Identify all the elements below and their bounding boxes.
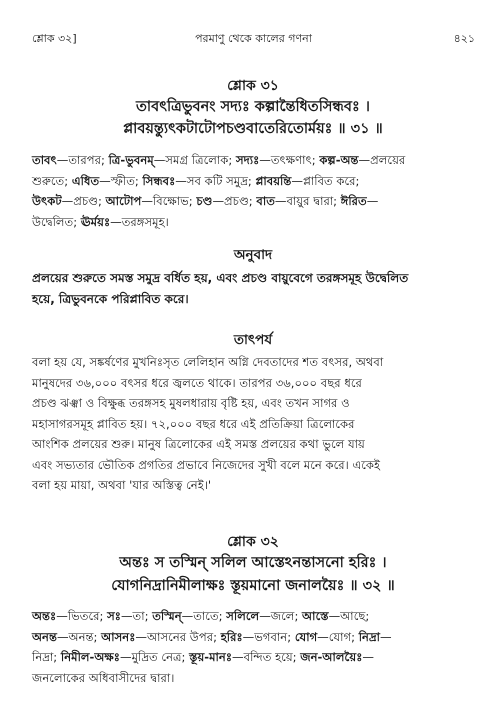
sanskrit-word: সদ্যঃ: [235, 153, 260, 167]
word-meaning: —বন্দিত হয়ে;: [232, 650, 301, 664]
synonyms-line: [32, 191, 474, 212]
running-header: [32, 30, 475, 46]
word-meaning: জনলোকের অধিবাসীদের দ্বারা।: [32, 670, 175, 685]
verse-31-purport: [32, 352, 474, 496]
purport-line: এবং সভ্যতার ভৌতিক প্রগতির প্রভাবে নিজেদের সুখী বলে মনে করে। একেই: [32, 457, 381, 472]
word-meaning: —তারপর;: [56, 153, 109, 167]
sanskrit-word: তাবৎ: [32, 153, 57, 167]
verse-32-label: শ্লোক ৩২: [227, 534, 279, 550]
sanskrit-word: সলিলে: [226, 609, 260, 623]
word-meaning: —মুদ্রিত নেত্র;: [119, 650, 190, 664]
word-meaning: —তরঙ্গসমূহ।: [110, 214, 169, 229]
word-meaning: —তাতে;: [181, 609, 227, 623]
sanskrit-word: নিমীল-অক্ষঃ: [60, 650, 120, 664]
sanskrit-word: অনন্ত: [32, 629, 57, 644]
word-meaning: উদ্বেলিত;: [32, 214, 81, 229]
sanskrit-word: নিদ্রা: [358, 629, 381, 644]
word-meaning: —প্রচণ্ড;: [61, 194, 106, 208]
word-meaning: —বিক্ষোভ;: [141, 194, 197, 208]
sanskrit-word: ত্রি-ভুবনম্: [108, 153, 154, 167]
word-meaning: —প্লাবিত করে;: [291, 173, 360, 188]
sanskrit-word: তস্মিন্: [152, 609, 182, 623]
synonyms-line: [32, 668, 474, 689]
word-meaning: —আসনের উপর;: [135, 629, 221, 644]
purport-line: প্রচণ্ড ঝঞ্ঝা ও বিক্ষুব্ধ তরঙ্গসহ মুষলধারায় বৃষ্টি হয়, এবং তখন সাগর ও: [32, 396, 350, 410]
word-meaning: —আছে;: [328, 609, 370, 623]
translation-line: হয়ে, ত্রিভুবনকে পরিপ্লাবিত করে।: [32, 291, 189, 306]
synonyms-line: [32, 150, 474, 171]
purport-line: বলা হয় মায়া, অথবা 'যার অস্তিত্ব নেই।': [32, 478, 212, 492]
verse-32-line-2: যোগনিদ্রানিমীলাক্ষঃ স্তূয়মানো জনালয়ৈঃ ॥ ৩২ ॥: [111, 578, 395, 594]
sanskrit-word: আটোপ: [105, 194, 142, 208]
word-meaning: —স্ফীত;: [99, 173, 143, 188]
verse-31-translation-title: অনুবাদ: [233, 247, 273, 263]
word-meaning: শুরুতে;: [32, 173, 72, 188]
word-meaning: —প্রলয়ের: [358, 153, 406, 167]
purport-line: মহাসাগরসমূহ প্লাবিত হয়। ৭২,০০০ বছর ধরে এই প্রতিক্রিয়া ত্রিলোকের: [32, 416, 355, 431]
header-verse-ref: শ্লোক ৩২]: [32, 32, 77, 45]
sanskrit-word: প্লাবয়ন্তি: [255, 173, 292, 188]
sanskrit-word: উৎকট: [32, 194, 62, 208]
sanskrit-word: যোগ: [294, 629, 318, 644]
synonyms-line: [32, 647, 474, 668]
sanskrit-word: এধিত: [71, 173, 100, 188]
sanskrit-word: সঃ: [107, 609, 121, 623]
sanskrit-word: জন-আলয়ৈঃ: [300, 650, 363, 664]
sanskrit-word: ঈরিত: [340, 194, 367, 208]
word-meaning: —: [366, 194, 379, 208]
synonyms-line: [32, 627, 474, 648]
verse-31-line-1: তাবৎত্রিভুবনং সদ্যঃ কল্পান্তৈধিতসিন্ধবঃ ।: [136, 99, 370, 115]
sanskrit-word: অন্তঃ: [32, 609, 57, 623]
sanskrit-word: আস্তে: [302, 609, 329, 623]
verse-31-purport-title: তাৎপর্য: [233, 332, 273, 348]
word-meaning: —অনন্ত;: [56, 629, 102, 644]
sanskrit-word: চণ্ড: [196, 194, 213, 208]
word-meaning: —ভিতরে;: [56, 609, 108, 623]
synonyms-line: [32, 606, 474, 627]
word-meaning: —জলে;: [259, 609, 303, 623]
word-meaning: —ভগবান;: [242, 629, 295, 644]
word-meaning: —যোগ;: [317, 629, 359, 644]
word-meaning: নিদ্রা;: [32, 650, 61, 664]
verse-31-line-2: প্লাবয়ন্ত্যুৎকটাটোপচণ্ডবাতেরিতোর্ময়ঃ ॥ ৩১ ॥: [123, 121, 383, 137]
verse-32-synonyms: [32, 606, 474, 688]
word-meaning: —প্রচণ্ড;: [212, 194, 257, 208]
sanskrit-word: ঊর্ময়ঃ: [80, 214, 111, 229]
page-number: ৪২১: [453, 32, 475, 45]
header-chapter-title: পরমাণু থেকে কালের গণনা: [195, 32, 312, 45]
purport-line: মানুষদের ৩৬,০০০ বৎসর ধরে জ্বলতে থাকে। তারপর ৩৬,০০০ বছর ধরে: [32, 375, 362, 390]
sanskrit-word: কল্প-অন্ত: [319, 153, 359, 167]
synonyms-line: [32, 171, 474, 192]
sanskrit-word: বাত: [256, 194, 275, 208]
verse-32-line-1: অন্তঃ স তস্মিন্ সলিল আস্তেঽনন্তাসনো হরিঃ ।: [119, 555, 387, 571]
word-meaning: —বায়ুর দ্বারা;: [274, 194, 341, 208]
sanskrit-word: আসনঃ: [101, 629, 136, 644]
sanskrit-word: সিন্ধবঃ: [142, 173, 176, 188]
synonyms-line: [32, 212, 474, 233]
verse-31-synonyms: [32, 150, 474, 232]
translation-line: প্রলয়ের শুরুতে সমস্ত সমুদ্র বর্ধিত হয়, এবং প্রচণ্ড বায়ুবেগে তরঙ্গসমূহ উদ্বেলিত: [32, 271, 409, 285]
word-meaning: —সমগ্র ত্রিলোক;: [153, 153, 236, 167]
word-meaning: —তৎক্ষণাৎ;: [259, 153, 320, 167]
word-meaning: —: [362, 650, 375, 664]
purport-line: আংশিক প্রলয়ের শুরু। মানুষ ত্রিলোকের এই সমস্ত প্রলয়ের কথা ভুলে যায়: [32, 437, 365, 451]
verse-31-translation: [32, 268, 474, 309]
word-meaning: —সব কটি সমুদ্র;: [175, 173, 256, 188]
word-meaning: —: [380, 629, 392, 644]
sanskrit-word: হরিঃ: [220, 629, 243, 644]
purport-line: বলা হয় যে, সঙ্কর্ষণের মুখনিঃসৃত লেলিহান অগ্নি দেবতাদের শত বৎসর, অথবা: [32, 355, 384, 369]
word-meaning: —তা;: [120, 609, 153, 623]
verse-31-label: শ্লোক ৩১: [227, 78, 279, 94]
sanskrit-word: স্তূয়-মানঃ: [189, 650, 233, 664]
